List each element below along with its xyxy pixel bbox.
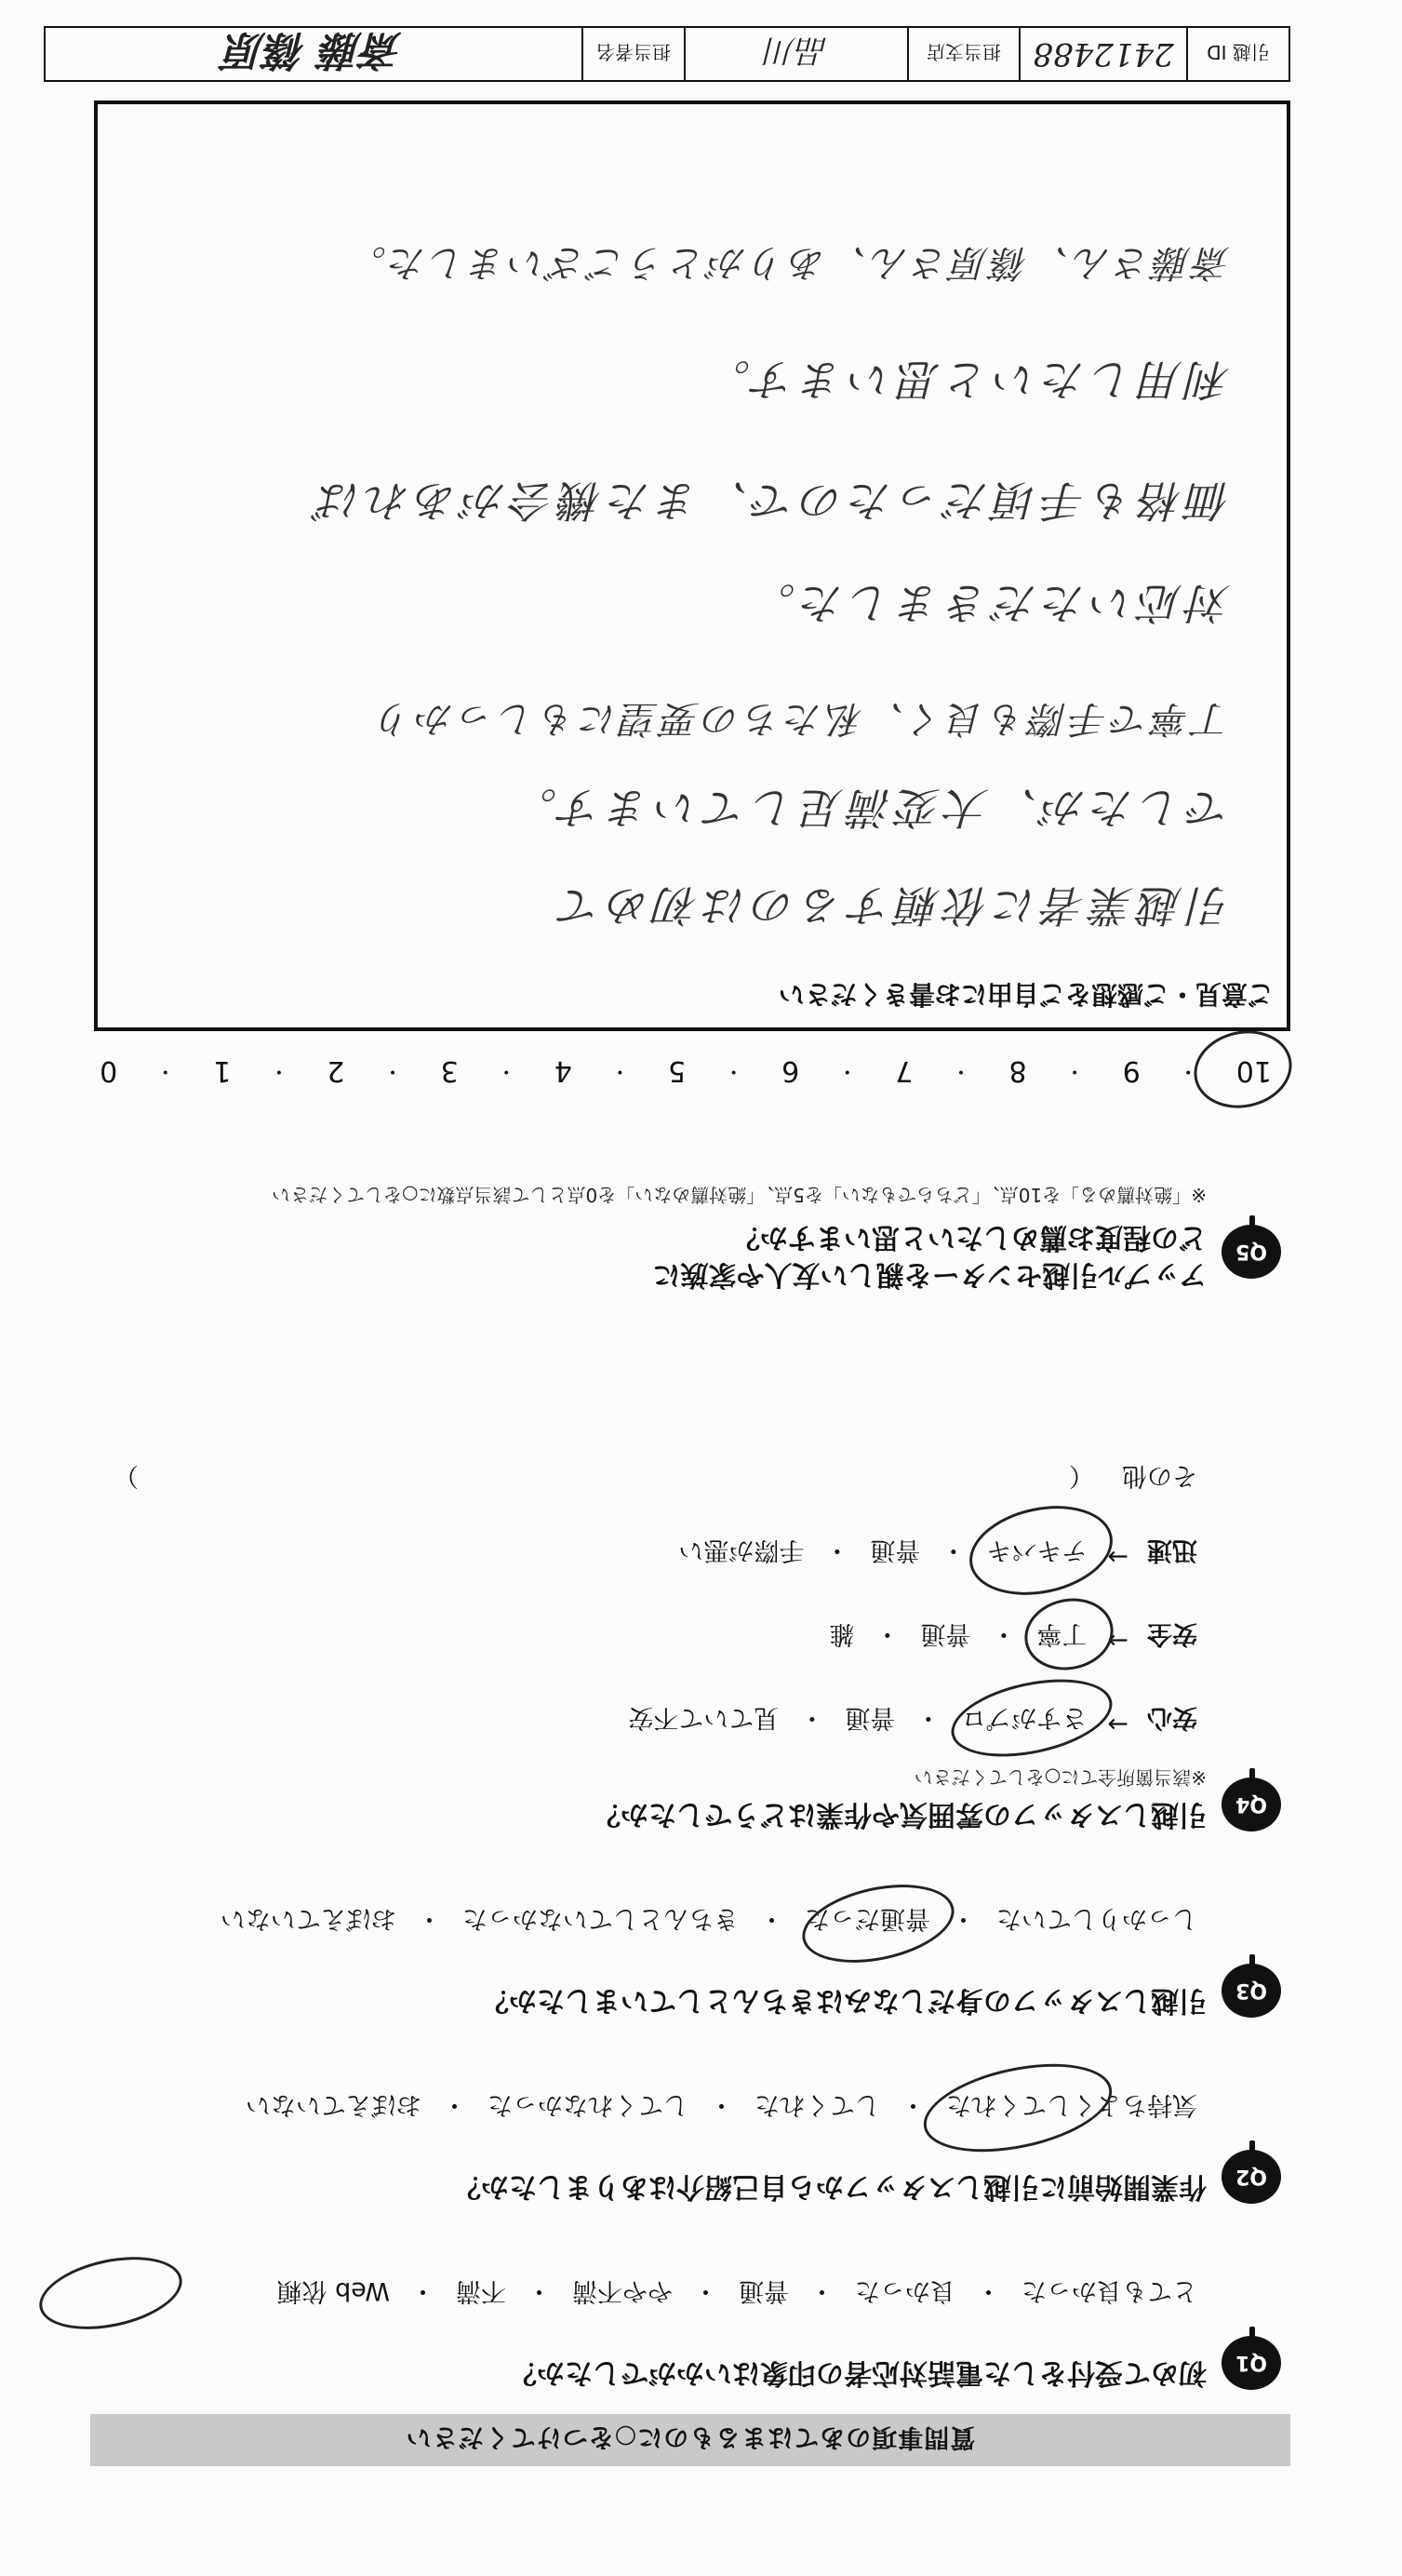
q4-option-selected[interactable]: 丁寧	[1036, 1619, 1088, 1648]
scale-option[interactable]: 4	[554, 1054, 572, 1087]
q4-row-anzen: 安全 → 丁寧 ・ 普通 ・ 雑	[829, 1619, 1197, 1655]
q2-badge: Q2	[1222, 2150, 1281, 2204]
q1-option[interactable]: 不満	[456, 2276, 506, 2305]
q1-options: とても良かった ・ 良かった ・ 普通 ・ やや不満 ・ 不満 ・ Web 依頼	[277, 2275, 1197, 2312]
footer-table	[44, 26, 1290, 82]
q4-badge: Q4	[1222, 1778, 1281, 1831]
q3-option[interactable]: おぼえていない	[220, 1904, 396, 1933]
comment-line: 引越業者に依頼するのは初めて	[554, 880, 1231, 931]
q2-options: 気持ちよくしてくれた ・ してくれた ・ してくれなかった ・ おぼえていない	[246, 2089, 1197, 2126]
q3-badge: Q3	[1222, 1964, 1281, 2018]
q3-selection-circle	[795, 1872, 962, 1976]
q4-option[interactable]: 手際が悪い	[678, 1536, 805, 1564]
q1-option-selected[interactable]: Web 依頼	[276, 2276, 390, 2305]
scale-option[interactable]: 5	[667, 1054, 687, 1087]
q4-row-label: 迅速	[1147, 1536, 1197, 1564]
q4-row-label: 安心	[1147, 1703, 1197, 1732]
q2-text: 作業開始前に引越しスタッフから自己紹介はありましたか？	[453, 2170, 1207, 2203]
scale-option[interactable]: 2	[327, 1054, 345, 1087]
q3-text: 引越しスタッフの身だしなみはきちんとしていましたか？	[481, 1984, 1207, 2017]
staff-value: 斎藤 篠原	[224, 26, 403, 74]
question-5	[53, 1106, 1281, 1292]
q4-other-open: （	[1069, 1461, 1094, 1490]
q4-note: ※該当箇所全てに○をしてください	[914, 1766, 1207, 1789]
q4-option[interactable]: 普通	[920, 1619, 971, 1648]
q2-selection-circle	[915, 2049, 1119, 2167]
q3-options: しっかりしていた ・ 普通だった ・ きちんとしていなかった ・ おぼえていない	[220, 1903, 1197, 1939]
comment-line: 価格も手頃だったので、また機会があれば	[312, 476, 1231, 526]
arrow-icon: →	[1107, 1710, 1128, 1738]
q5-text-line2: どの程度お薦めしたいと思いますか？	[732, 1221, 1207, 1254]
instruction-banner	[90, 2414, 1290, 2466]
q5-badge: Q5	[1222, 1225, 1281, 1279]
q4-option[interactable]: 普通	[870, 1536, 921, 1564]
q5-selection-circle	[1187, 1022, 1300, 1117]
scale-option[interactable]: 1	[213, 1054, 232, 1087]
q1-option[interactable]: やや不満	[572, 2276, 673, 2305]
q3-option[interactable]: しっかりしていた	[996, 1904, 1197, 1933]
q5-text-line1: アップル引越センターを親しい友人や家族に	[652, 1258, 1207, 1291]
scale-option[interactable]: 0	[100, 1054, 118, 1087]
id-label: 引越 ID	[1186, 28, 1289, 80]
scale-option[interactable]: 8	[1008, 1054, 1027, 1087]
question-2	[53, 2092, 1281, 2204]
instruction-text: 質問事項のあてはまるものに○をつけてください	[405, 2422, 976, 2452]
branch-label: 担当支店	[907, 28, 1019, 80]
q3-option[interactable]: きちんとしていなかった	[462, 1904, 739, 1933]
scale-option[interactable]: 3	[440, 1054, 459, 1087]
q4-option[interactable]: 見ていて不安	[628, 1703, 780, 1732]
scale-option[interactable]: 7	[895, 1054, 914, 1087]
q4-option-selected[interactable]: テキパキ	[986, 1536, 1088, 1564]
question-1	[53, 2278, 1281, 2390]
scale-option[interactable]: 6	[781, 1054, 800, 1087]
q4-other-input[interactable]	[139, 1460, 1069, 1496]
q4-other-label: その他	[1122, 1461, 1197, 1490]
q2-option[interactable]: してくれなかった	[487, 2090, 688, 2119]
q4-row-label: 安全	[1147, 1619, 1197, 1648]
comment-line: 斎藤さん、篠原さん、ありがとうございました。	[346, 241, 1231, 284]
q1-option[interactable]: 普通	[739, 2276, 789, 2305]
comment-line: 対応いただきました。	[747, 578, 1231, 628]
q1-selection-circle	[33, 2246, 189, 2341]
q4-option[interactable]: 普通	[845, 1703, 896, 1732]
q5-scale: 10 ・ 9 ・ 8 ・ 7 ・ 6 ・ 5 ・ 4 ・ 3 ・ 2 ・ 1 ・ 0	[100, 1054, 1272, 1087]
q4-option-selected[interactable]: さすがプロ	[961, 1703, 1088, 1732]
comment-line: 利用したいと思います。	[701, 355, 1231, 405]
q1-option[interactable]: 良かった	[855, 2276, 955, 2305]
q4-anzen-circle	[1018, 1590, 1120, 1678]
q4-anshin-circle	[944, 1667, 1119, 1770]
q1-badge: Q1	[1222, 2336, 1281, 2390]
branch-value: 品川	[684, 28, 907, 80]
scale-option-selected[interactable]: 10	[1235, 1054, 1272, 1087]
q4-jinsoku-circle	[961, 1494, 1121, 1607]
question-4	[53, 1441, 1281, 1831]
q1-text: 初めて受付をした電話対応者の印象はいかがでしたか？	[509, 2356, 1207, 2389]
comment-line: でしたが、大変満足しています。	[508, 783, 1231, 833]
q4-text: 引越しスタッフの雰囲気や作業はどうでしたか？	[593, 1798, 1207, 1831]
q2-option[interactable]: してくれた	[754, 2090, 880, 2119]
arrow-icon: →	[1107, 1542, 1128, 1571]
staff-label: 担当者名	[581, 28, 684, 80]
q4-row-anshin: 安心 → さすがプロ ・ 普通 ・ 見ていて不安	[628, 1703, 1197, 1738]
q4-row-jinsoku: 迅速 → テキパキ ・ 普通 ・ 手際が悪い	[678, 1536, 1197, 1571]
q5-note: ※「絶対薦める」を10点、「どちらでもない」を5点、「絶対薦めない」を0点として該当点数に○をしてください	[272, 1184, 1207, 1206]
question-3	[53, 1906, 1281, 2018]
q4-other-row	[53, 1460, 1197, 1496]
q3-option-selected[interactable]: 普通だった	[805, 1904, 930, 1933]
comment-box[interactable]	[94, 101, 1290, 1031]
scale-option[interactable]: 9	[1122, 1054, 1141, 1087]
q4-other-close: ）	[113, 1461, 139, 1490]
q2-option[interactable]: おぼえていない	[246, 2090, 421, 2119]
id-value: 2412488	[1019, 28, 1186, 80]
comment-line: 丁寧で手際も良く、私たちの要望にもしっかり	[371, 697, 1231, 740]
arrow-icon: →	[1107, 1626, 1128, 1655]
q2-option-selected[interactable]: 気持ちよくしてくれた	[946, 2090, 1197, 2119]
q4-option[interactable]: 雑	[829, 1619, 855, 1648]
q1-option[interactable]: とても良かった	[1021, 2276, 1197, 2305]
comment-title: ご意見・ご感想をご自由にお書きください	[778, 979, 1274, 1010]
